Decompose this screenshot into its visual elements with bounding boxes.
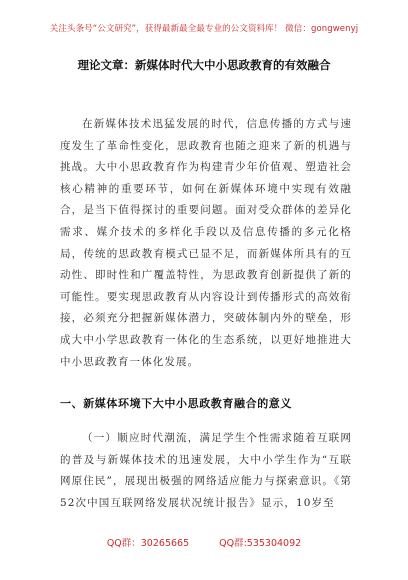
footer-qq-group-2: QQ群:535304092 xyxy=(219,538,302,549)
intro-paragraph: 在新媒体技术迅猛发展的时代，信息传播的方式与速度发生了革命性变化，思政教育也随之迎来了新的机遇与挑战。大中小思政教育作为构建青少年价值观、塑造社会核心精神的重要环节，如何在新媒体环境中实现有效融合，是当下值得探讨的重要问题。面对受众群体的差异化需求、媒介技术的多样化手段以及信息传播的多元化格局，传统的思政教育模式已显不足，而新媒体所具有的互动性、即时性和广覆盖特性，为思政教育创新提供了新的可能性。要实现思政教育从内容设计到传播形式的高效衔接，必须充分把握新媒体潜力，突破体制内外的壁垒，形成大中小学思政教育一体化的生态系统，以更好地推进大中小思政教育一体化发展。 xyxy=(60,118,352,368)
intro-section xyxy=(60,114,352,373)
section-body xyxy=(60,428,352,514)
section-paragraph: （一）顺应时代潮流，满足学生个性需求随着互联网的普及与新媒体技术的迅速发展，大中小学生作为“互联网原住民”，展现出极强的网络适应能力与探索意识。《第52次中国互联网络发展状况统计报告》显示，10岁至 xyxy=(60,432,352,509)
section-heading: 一、新媒体环境下大中小思政教育融合的意义 xyxy=(60,397,292,410)
page-title: 理论文章：新媒体时代大中小思政教育的有效融合 xyxy=(77,58,331,72)
header-note: 关注头条号“公文研究”，获得最新最全最专业的公文资料库！ 微信：gongwenyj xyxy=(49,24,359,34)
footer xyxy=(0,535,408,549)
footer-qq-group-1: QQ群：30265665 xyxy=(106,538,190,549)
